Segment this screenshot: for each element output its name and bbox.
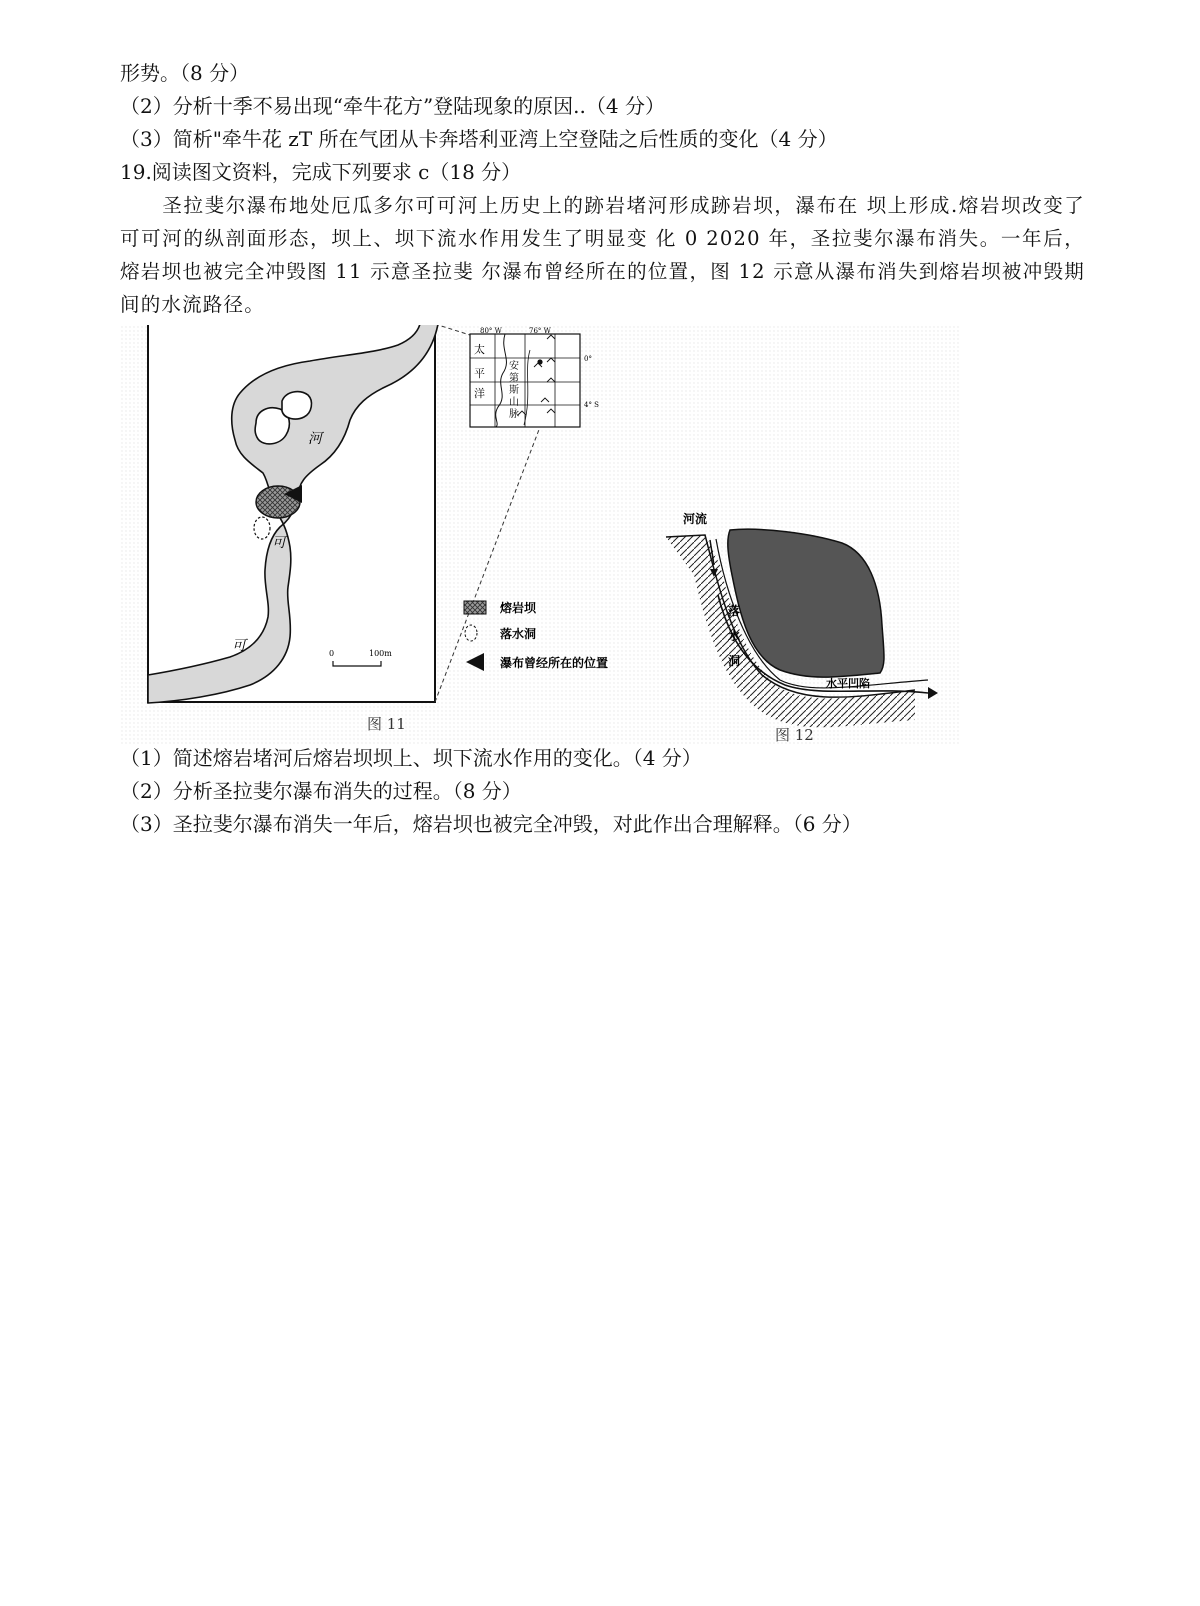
river-char-1: 河 [308, 431, 322, 447]
scale-length: 100m [369, 649, 392, 658]
fig12-sinkhole-char-3: 洞 [728, 654, 741, 668]
inset-locator-map [470, 327, 599, 427]
sub-question-3: （3）圣拉斐尔瀑布消失一年后，熔岩坝也被完全冲毁，对此作出合理解释。（6 分） [120, 812, 862, 836]
inset-mountain-4: 山 [509, 397, 519, 408]
prev-question-tail: 形势。（8 分） [120, 61, 250, 85]
fig12-tunnel-label: 水平凹陷 [826, 677, 870, 690]
river-char-2: 可 [272, 535, 286, 551]
inset-lat-b: 4° S [584, 401, 599, 409]
sub-question-1: （1）简述熔岩堵河后熔岩坝坝上、坝下流水作用的变化。（4 分） [120, 746, 702, 770]
fig11-caption: 图 11 [367, 715, 406, 733]
legend-label-dam: 熔岩坝 [500, 601, 537, 615]
fig12-caption: 图 12 [775, 726, 814, 744]
inset-ocean-2: 平 [474, 367, 485, 380]
scale-zero: 0 [329, 649, 335, 658]
figures [120, 325, 960, 749]
inset-lon-a: 80° W [480, 327, 502, 335]
fig12-river-label: 河流 [683, 512, 708, 526]
fig12-sinkhole-char-1: 落 [728, 604, 741, 618]
legend-label-sinkhole: 落水洞 [500, 627, 537, 641]
inset-mountain-3: 斯 [509, 385, 519, 396]
inset-mountain-2: 第 [509, 373, 519, 384]
inset-ocean-3: 洋 [474, 387, 485, 400]
inset-mountain-1: 安 [509, 361, 519, 372]
prev-question-2: （2）分析十季不易出现“牵牛花方”登陆现象的原因..（4 分） [120, 94, 665, 118]
prev-question-3: （3）简析"牵牛花 zT 所在气团从卡奔塔利亚湾上空登陆之后性质的变化（4 分） [120, 127, 838, 151]
fig12-sinkhole-char-2: 水 [728, 629, 741, 643]
question-19-paragraph: 圣拉斐尔瀑布地处厄瓜多尔可可河上历史上的跡岩堵河形成跡岩坝，瀑布在 坝上形成.熔岩坝改变了可可河的纵剖面形态，坝上、坝下流水作用发生了明显变 化 0 2020 年，圣拉斐尔瀑布消失。一年后，熔岩坝也被完全冲毁图 11 示意圣拉斐 尔瀑布曾经所在的位置，图 12 示意从瀑布消失到熔岩坝被冲毁期间的水流路径。 [120, 194, 1085, 316]
inset-ocean-1: 太 [474, 343, 485, 356]
inset-lon-b: 76° W [529, 327, 551, 335]
river-island-2 [282, 392, 311, 419]
river-char-3: 可 [232, 638, 246, 654]
inset-lat-a: 0° [584, 355, 592, 363]
question-19-heading: 19.阅读图文资料，完成下列要求 c（18 分） [120, 160, 522, 184]
legend-label-waterfall: 瀑布曾经所在的位置 [500, 656, 609, 670]
inset-location-dot [537, 359, 542, 364]
inset-mountain-5: 脉 [509, 409, 519, 420]
sub-question-2: （2）分析圣拉斐尔瀑布消失的过程。（8 分） [120, 779, 522, 803]
